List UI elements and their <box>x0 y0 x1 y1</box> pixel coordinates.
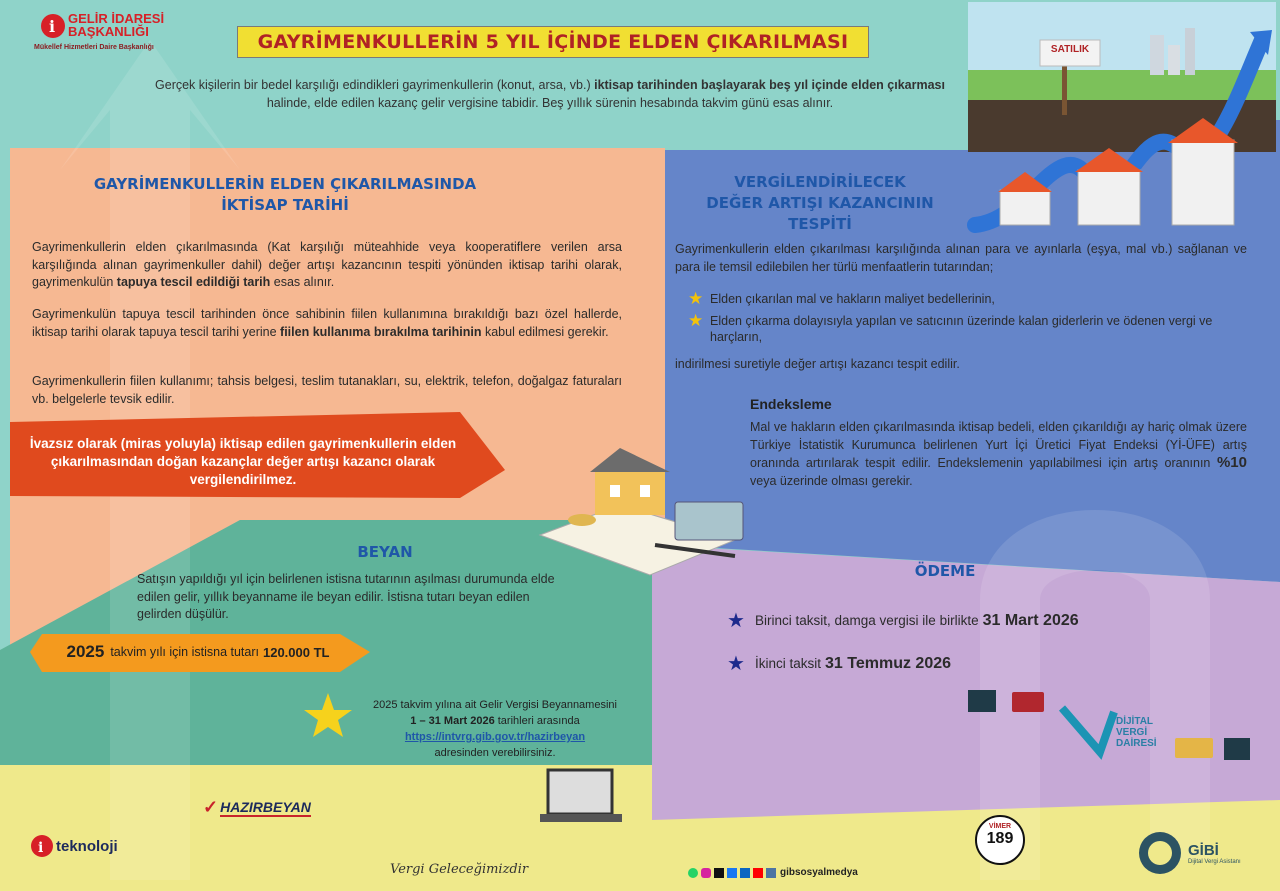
instagram-icon[interactable] <box>701 868 711 878</box>
facebook-icon[interactable] <box>727 868 737 878</box>
hazirbeyan-info <box>345 697 645 761</box>
payment-list <box>727 608 1079 676</box>
linkedin-icon[interactable] <box>740 868 750 878</box>
satilik-sign: SATILIK <box>1050 44 1090 55</box>
page-title: GAYRİMENKULLERİN 5 YIL İÇİNDE ELDEN ÇIKARILMASI <box>257 31 849 53</box>
index-text-end: veya üzerinde olması gerekir. <box>750 473 913 488</box>
social-handle: gibsosyalmedya <box>780 867 858 878</box>
odeme-title: ÖDEME <box>914 562 976 580</box>
vimer-logo <box>978 823 1022 848</box>
hazirbeyan-logo-text: HAZIRBEYAN <box>220 798 311 815</box>
teknoloji-logo <box>30 834 118 858</box>
beyan-title: BEYAN <box>357 543 413 561</box>
star-icon: ★ <box>727 653 745 675</box>
beyan-text: Satışın yapıldığı yıl için belirlenen istisna tutarının aşılması durumunda elde edilen gelir, yıllık beyanname ile beyan edilir. İstisna tutarı beyan edilen gelirden düşülür. <box>137 572 555 621</box>
whatsapp-icon[interactable] <box>688 868 698 878</box>
list-item <box>688 313 1248 345</box>
right-paragraph-1: Gayrimenkullerin elden çıkarılması karşılığında alınan para ve ayınlarla (eşya, mal vb.) sağlanan ve para ile temsil edilebilen her türlü menfaatlerin tutarından; <box>675 242 1247 274</box>
page-title-box <box>237 26 869 58</box>
left-p1-text: Gayrimenkullerin elden çıkarılmasında (Kat karşılığı müteahhide veya kooperatiflere verilen arsa karşılığında alınan gayrimenkuller dahil) değer artışı kazancının tespiti yönünden iktisap tarihi olarak, gayrimenkulün <box>32 240 622 289</box>
social-media-bar <box>688 867 858 878</box>
right-section-title <box>680 172 960 235</box>
intro-bold1: iktisap tarihinden başlayarak beş yıl içinde <box>594 78 848 92</box>
svg-text:i: i <box>49 17 56 36</box>
pill-amount: 120.000 TL <box>262 644 330 660</box>
payment-date: 31 Temmuz 2026 <box>825 654 952 672</box>
hb-line2-end: tarihleri arasında <box>497 715 580 727</box>
list-item <box>727 608 1079 633</box>
list-item <box>727 651 1079 676</box>
intro-bold2: elden çıkarması <box>851 78 945 92</box>
payment-text: Birinci taksit, damga vergisi ile birlikte <box>755 613 979 628</box>
check-icon: ✓ <box>203 797 219 817</box>
index-threshold: %10 <box>1216 454 1247 471</box>
exemption-pill <box>42 632 354 672</box>
intro-text <box>150 76 950 112</box>
pill-year: 2025 <box>66 642 105 661</box>
left-title-line2: İKTİSAP TARİHİ <box>221 196 349 214</box>
hb-line1: 2025 takvim yılına ait Gelir Vergisi Beyannamesini <box>373 699 617 711</box>
dijital-vergi-dairesi-logo <box>1116 716 1157 749</box>
payment-text: İkinci taksit <box>755 656 822 671</box>
right-title-line3: TESPİTİ <box>788 215 852 233</box>
vimer-label: VİMER <box>988 823 1012 830</box>
teknoloji-text: teknoloji <box>56 837 118 855</box>
nsosyal-icon[interactable] <box>766 868 776 878</box>
org-name-line1: GELİR İDARESİ <box>68 11 165 26</box>
left-section-title <box>40 174 530 216</box>
left-p2-bold: fiilen kullanıma bırakılma tarihinin <box>280 324 482 339</box>
list-item <box>688 291 1248 307</box>
star-icon: ★ <box>688 289 704 308</box>
intro-part2: halinde, elde edilen kazanç gelir vergisine tabidir. Beş yıllık sürenin hesabında takvim günü esas alınır. <box>266 96 834 110</box>
right-title-line1: VERGİLENDİRİLECEK <box>734 173 906 191</box>
slogan: Vergi Geleceğimizdir <box>390 862 529 877</box>
gib-logo-icon <box>40 12 66 40</box>
right-title-line2: DEĞER ARTIŞI KAZANCININ <box>706 194 934 212</box>
hb-line4: adresinden verebilirsiniz. <box>434 747 556 759</box>
index-title: Endeksleme <box>750 396 832 412</box>
gib-logo-icon <box>30 834 54 858</box>
dvd-line3: DAİRESİ <box>1116 738 1157 749</box>
payment-date: 31 Mart 2026 <box>982 611 1079 629</box>
vimer-number: 189 <box>986 830 1014 847</box>
inheritance-arrow-text: İvazsız olarak (miras yoluyla) iktisap edilen gayrimenkullerin elden çıkarılmasından doğan kazançlar değer artışı kazancı olarak vergilendirilmez. <box>29 436 457 487</box>
dvd-line1: DİJİTAL <box>1116 716 1154 727</box>
gibi-sub: Dijital Vergi Asistanı <box>1188 859 1241 865</box>
left-title-line1: GAYRİMENKULLERİN ELDEN ÇIKARILMASINDA <box>93 175 477 193</box>
index-text-main: Mal ve hakların elden çıkarılmasında iktisap bedeli, elden çıkarıldığı ay hariç olmak üzere Türkiye İstatistik Kurumunca belirlenen Yurt İçi Üretici Fiyat Endeksi (Yİ-ÜFE) artış oranında artırılarak tespit edilir. Endekslemenin yapılabilmesi için artış oranının <box>750 420 1247 470</box>
x-icon[interactable] <box>714 868 724 878</box>
left-p2-end: kabul edilmesi gerekir. <box>484 324 609 339</box>
pill-text: takvim yılı için istisna tutarı <box>110 645 259 659</box>
hazirbeyan-link[interactable]: https://intvrg.gib.gov.tr/hazirbeyan <box>404 731 586 743</box>
left-paragraph-2 <box>32 306 622 341</box>
intro-part1: Gerçek kişilerin bir bedel karşılığı edindikleri gayrimenkullerin (konut, arsa, vb.) <box>155 78 591 92</box>
left-paragraph-1 <box>32 239 622 292</box>
dvd-line2: VERGİ <box>1116 727 1148 738</box>
star-icon: ★ <box>727 610 745 632</box>
org-sub: Mükellef Hizmetleri Daire Başkanlığı <box>34 44 154 51</box>
bullet-text: Elden çıkarma dolayısıyla yapılan ve satıcının üzerinde kalan giderlerin ve ödenen vergi ve harçların, <box>710 314 1213 344</box>
gibi-logo <box>1188 842 1241 865</box>
svg-text:i: i <box>38 840 44 856</box>
index-text <box>750 419 1247 490</box>
gibi-text: GİBİ <box>1188 842 1219 859</box>
left-p1-bold: tapuya tescil edildiği tarih <box>116 275 271 289</box>
org-name-line2: BAŞKANLIĞI <box>68 24 149 39</box>
right-bullet-list <box>688 291 1248 345</box>
hb-dates: 1 – 31 Mart 2026 <box>410 715 495 727</box>
hazirbeyan-logo <box>203 797 311 818</box>
left-paragraph-3: Gayrimenkullerin fiilen kullanımı; tahsis belgesi, teslim tutanakları, su, elektrik, telefon, doğalgaz faturaları vb. belgelerle tevsik edilir. <box>32 374 622 406</box>
bullet-text: Elden çıkarılan mal ve hakların maliyet bedellerinin, <box>710 292 995 306</box>
star-icon: ★ <box>688 311 704 330</box>
left-p2-text: Gayrimenkulün tapuya tescil tarihinden önce sahibinin fiilen kullanımına bırakıldığı bazı özel hallerde, iktisap tarihi olarak tapuya tescil tarihi yerine <box>32 307 622 339</box>
youtube-icon[interactable] <box>753 868 763 878</box>
left-p1-end: esas alınır. <box>273 275 335 289</box>
right-paragraph-2: indirilmesi suretiyle değer artışı kazancı tespit edilir. <box>675 357 960 371</box>
